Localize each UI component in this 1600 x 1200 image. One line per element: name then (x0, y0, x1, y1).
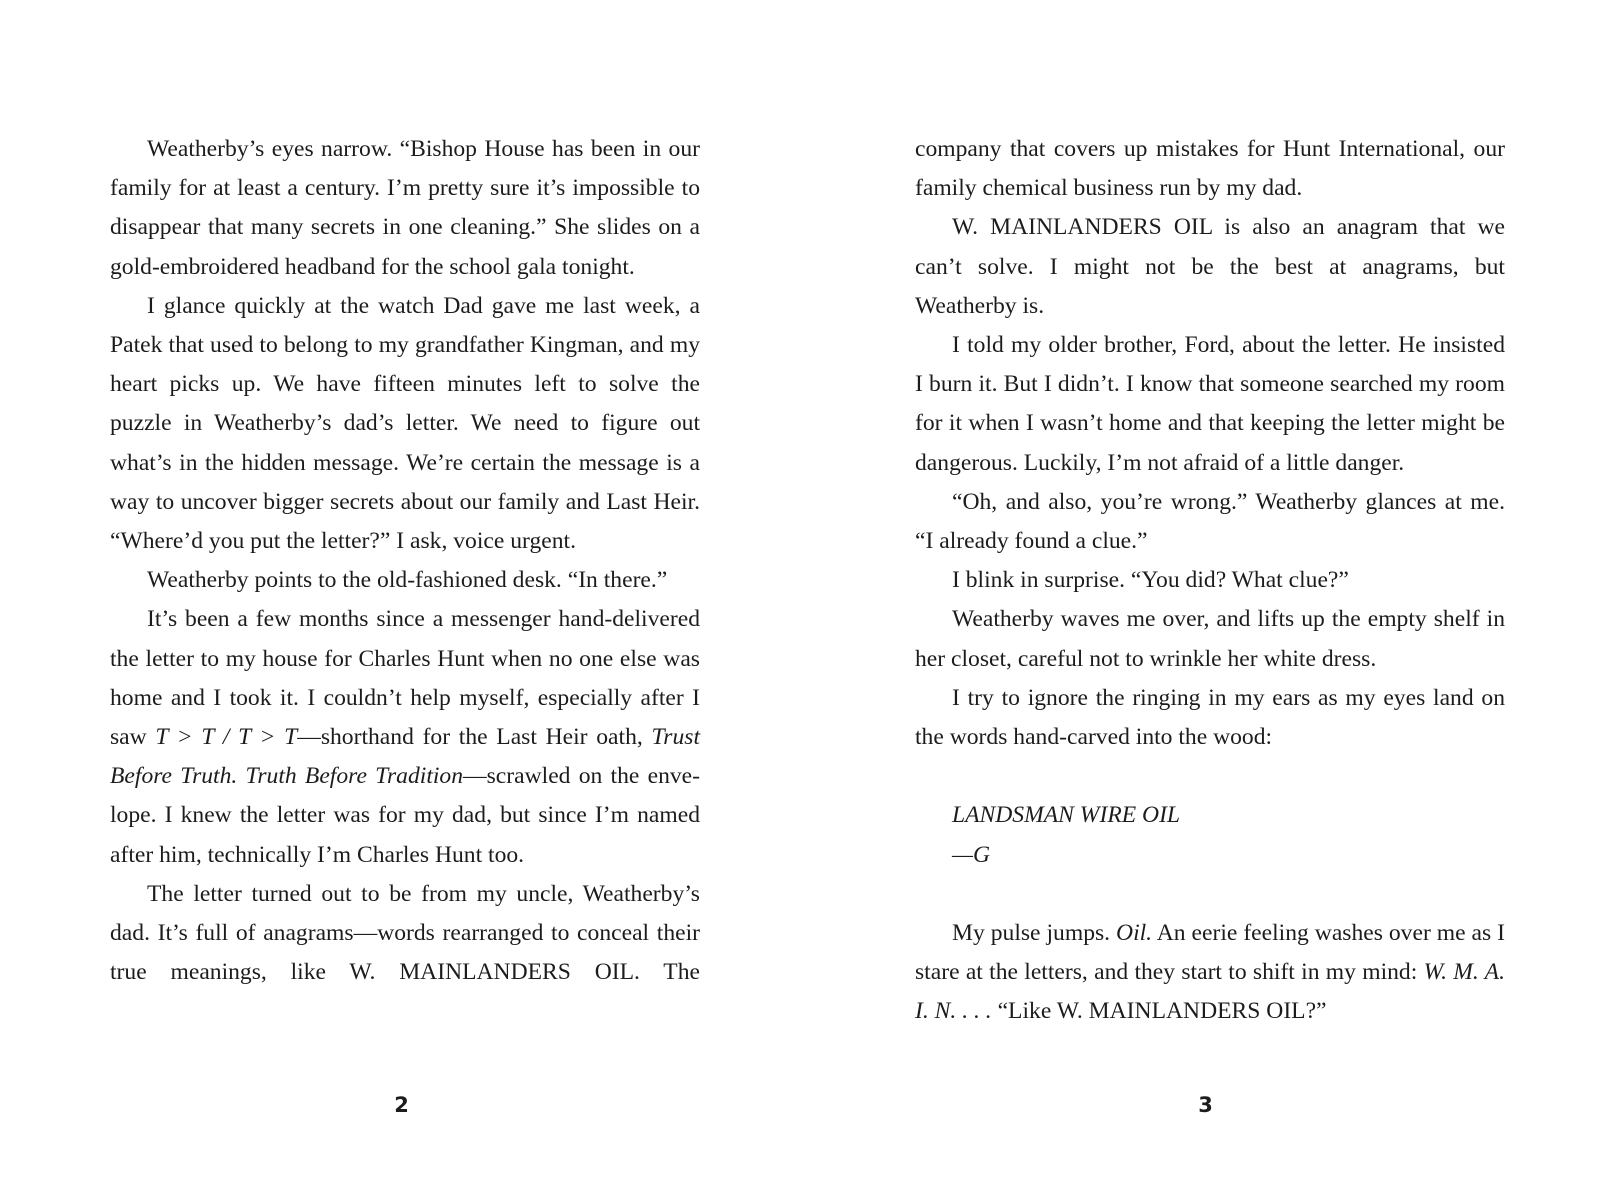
paragraph: I told my older brother, Ford, about the letter. He insisted I burn it. But I didn’t. I know that someone searched my room for it when I wasn’t home and that keeping the letter might be dangerous. Luckily, I’m not afraid of a little danger. (915, 332, 1505, 476)
paragraph: Weatherby’s eyes narrow. “Bishop House has been in our family for at least a century. I’m pretty sure it’s impossible to disappear that many secrets in one cleaning.” She slides on a gold-embroidered headband for the school gala tonight. (110, 136, 700, 280)
page-number: 2 (394, 1093, 410, 1117)
paragraph-text: It’s been a few months since a messenger hand-delivered the letter to my house for Charles Hunt when no one else was home and I took it. I couldn’t help myself, especially after I saw (110, 606, 700, 751)
paragraph-text: My pulse jumps. (952, 920, 1117, 947)
paragraph: Weatherby points to the old-fashioned desk. “In there.” (147, 567, 668, 594)
paragraph: I blink in surprise. “You did? What clue?” (952, 567, 1349, 594)
paragraph-text: —scrawled on the envelope. I knew the letter was for my dad, but since I’m named after him, technically I’m Charles Hunt too. (110, 763, 700, 868)
emphasis-oil: Oil. (1116, 920, 1153, 947)
blank-line (915, 875, 1505, 914)
right-page-text (915, 130, 1505, 1032)
right-page (915, 130, 1505, 1130)
page-number: 3 (1198, 1093, 1214, 1117)
blank-line (915, 757, 1505, 796)
emphasis-initials: W. M. A. I. N. . . . (915, 959, 1505, 1025)
paragraph-text: —shorthand for the Last Heir oath, (297, 724, 652, 751)
carved-words: LANDSMAN WIRE OIL (952, 802, 1181, 829)
left-page-text (110, 130, 700, 992)
carved-signature: —G (952, 841, 991, 868)
oath-symbol: T > T / T > T (155, 724, 298, 751)
paragraph: W. MAINLANDERS OIL is also an anagram that we can’t solve. I might not be the best at anagrams, but Weatherby is. (915, 214, 1505, 319)
oath-words: Trust Before Truth. Truth Before Tradition (110, 724, 701, 790)
paragraph (915, 914, 1505, 1032)
paragraph-text: An eerie feeling washes over me as I stare at the letters, and they start to shift in my mind: (915, 920, 1505, 986)
paragraph: I glance quickly at the watch Dad gave me last week, a Patek that used to belong to my grandfather Kingman, and my heart picks up. We have fifteen minutes left to solve the puzzle in Weatherby’s dad’s letter. We need to figure out what’s in the hidden message. We’re certain the message is a way to uncover bigger secrets about our family and Last Heir. “Where’d you put the letter?” I ask, voice urgent. (110, 292, 700, 555)
paragraph: I try to ignore the ringing in my ears as my eyes land on the words hand-carved into the wood: (915, 684, 1505, 751)
paragraph: company that covers up mistakes for Hunt International, our family chemical business run by my dad. (915, 136, 1505, 202)
left-page (110, 130, 700, 1130)
paragraph: The letter turned out to be from my uncle, Weatherby’s dad. It’s full of anagrams—words rearranged to conceal their true meanings, like W. MAINLANDERS OIL. The (110, 880, 700, 986)
paragraph-text: “Like W. MAINLANDERS OIL?” (991, 998, 1327, 1025)
paragraph: Weatherby waves me over, and lifts up the empty shelf in her closet, careful not to wrinkle her white dress. (915, 606, 1505, 672)
paragraph: “Oh, and also, you’re wrong.” Weatherby glances at me. “I already found a clue.” (915, 488, 1505, 555)
paragraph (110, 600, 700, 874)
